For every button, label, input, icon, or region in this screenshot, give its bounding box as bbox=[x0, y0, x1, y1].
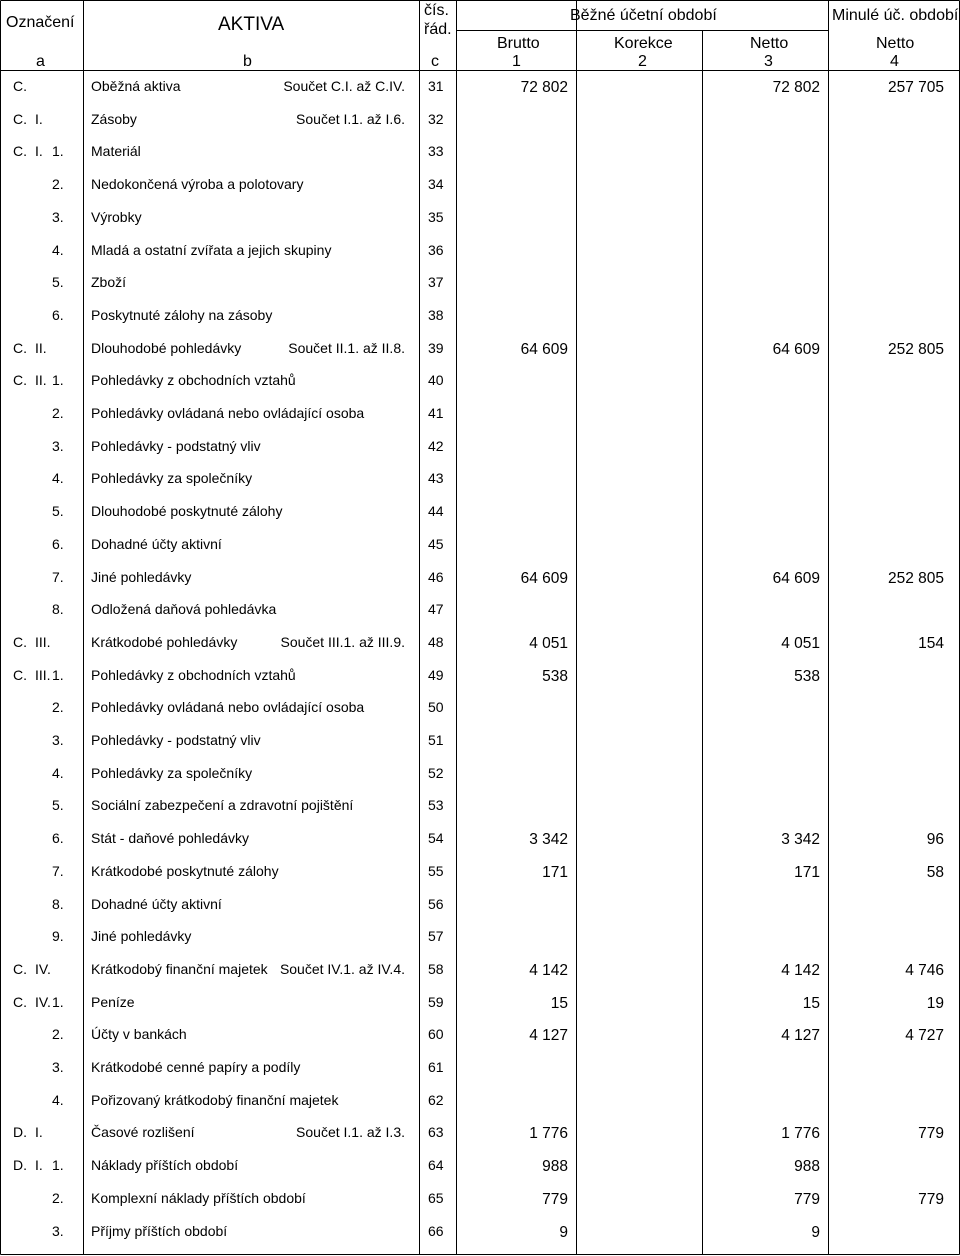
row-line-number: 56 bbox=[428, 896, 444, 912]
row-line-number: 51 bbox=[428, 732, 444, 748]
row-code-3: 8. bbox=[52, 601, 64, 617]
row-brutto: 4 127 bbox=[529, 1027, 568, 1044]
row-name: Pohledávky z obchodních vztahů bbox=[91, 667, 296, 683]
row-brutto: 3 342 bbox=[529, 831, 568, 848]
row-line-number: 57 bbox=[428, 928, 444, 944]
row-code-3: 6. bbox=[52, 307, 64, 323]
row-netto-prev: 4 746 bbox=[905, 962, 944, 979]
row-name: Stát - daňové pohledávky bbox=[91, 830, 249, 846]
row-line-number: 32 bbox=[428, 111, 444, 127]
row-name: Pohledávky za společníky bbox=[91, 765, 253, 781]
row-code-3: 1. bbox=[52, 1157, 64, 1173]
row-code-3: 3. bbox=[52, 1059, 64, 1075]
row-code-1: C. bbox=[13, 372, 27, 388]
header-sub-b: b bbox=[243, 53, 252, 70]
row-line-number: 53 bbox=[428, 797, 444, 813]
row-netto: 9 bbox=[811, 1224, 820, 1241]
row-code-2: II. bbox=[35, 372, 47, 388]
row-line-number: 58 bbox=[428, 961, 444, 977]
row-code-2: III. bbox=[35, 634, 51, 650]
row-code-3: 8. bbox=[52, 896, 64, 912]
row-line-number: 37 bbox=[428, 274, 444, 290]
row-netto-prev: 4 727 bbox=[905, 1027, 944, 1044]
row-code-1: C. bbox=[13, 143, 27, 159]
row-name: Nedokončená výroba a polotovary bbox=[91, 176, 304, 192]
row-name: Pořizovaný krátkodobý finanční majetek bbox=[91, 1092, 339, 1108]
row-name: Komplexní náklady příštích období bbox=[91, 1190, 306, 1206]
row-code-2: IV. bbox=[35, 961, 51, 977]
row-name: Krátkodobé pohledávky bbox=[91, 634, 238, 650]
row-code-2: I. bbox=[35, 143, 43, 159]
row-brutto: 9 bbox=[559, 1224, 568, 1241]
row-brutto: 779 bbox=[542, 1191, 568, 1208]
row-code-3: 3. bbox=[52, 732, 64, 748]
row-name: Poskytnuté zálohy na zásoby bbox=[91, 307, 273, 323]
row-netto: 64 609 bbox=[772, 341, 820, 358]
row-netto: 15 bbox=[802, 995, 820, 1012]
row-subtotal-label: Součet II.1. až II.8. bbox=[288, 340, 405, 356]
row-line-number: 39 bbox=[428, 340, 444, 356]
row-line-number: 43 bbox=[428, 470, 444, 486]
row-code-1: C. bbox=[13, 667, 27, 683]
row-name: Pohledávky - podstatný vliv bbox=[91, 732, 261, 748]
row-netto-prev: 252 805 bbox=[887, 570, 944, 587]
header-cis-line2: řád. bbox=[424, 21, 452, 38]
row-line-number: 45 bbox=[428, 536, 444, 552]
row-subtotal-label: Součet I.1. až I.6. bbox=[296, 111, 405, 127]
row-code-3: 5. bbox=[52, 274, 64, 290]
row-line-number: 62 bbox=[428, 1092, 444, 1108]
header-cis-line1: čís. bbox=[424, 2, 449, 19]
row-code-3: 9. bbox=[52, 928, 64, 944]
row-code-3: 4. bbox=[52, 1092, 64, 1108]
header-aktiva: AKTIVA bbox=[218, 14, 285, 35]
row-code-1: C. bbox=[13, 78, 27, 94]
row-code-3: 3. bbox=[52, 438, 64, 454]
row-netto-prev: 779 bbox=[918, 1125, 944, 1142]
row-netto: 171 bbox=[794, 864, 820, 881]
row-netto: 1 776 bbox=[781, 1125, 820, 1142]
row-line-number: 50 bbox=[428, 699, 444, 715]
row-line-number: 54 bbox=[428, 830, 444, 846]
row-line-number: 33 bbox=[428, 143, 444, 159]
row-name: Zboží bbox=[91, 274, 127, 290]
row-line-number: 34 bbox=[428, 176, 444, 192]
row-code-2: II. bbox=[35, 340, 47, 356]
row-code-3: 2. bbox=[52, 176, 64, 192]
header-korekce: Korekce bbox=[614, 35, 673, 52]
row-line-number: 47 bbox=[428, 601, 444, 617]
row-line-number: 31 bbox=[428, 78, 444, 94]
row-line-number: 55 bbox=[428, 863, 444, 879]
row-line-number: 61 bbox=[428, 1059, 444, 1075]
row-name: Krátkodobý finanční majetek bbox=[91, 961, 268, 977]
row-netto: 4 051 bbox=[781, 635, 820, 652]
row-code-3: 5. bbox=[52, 503, 64, 519]
row-name: Odložená daňová pohledávka bbox=[91, 601, 277, 617]
row-name: Jiné pohledávky bbox=[91, 569, 192, 585]
row-brutto: 1 776 bbox=[529, 1125, 568, 1142]
row-netto: 72 802 bbox=[772, 79, 820, 96]
row-netto-prev: 252 805 bbox=[887, 341, 944, 358]
row-name: Mladá a ostatní zvířata a jejich skupiny bbox=[91, 242, 332, 258]
row-code-3: 2. bbox=[52, 405, 64, 421]
row-brutto: 4 142 bbox=[529, 962, 568, 979]
row-netto-prev: 154 bbox=[918, 635, 944, 652]
row-name: Jiné pohledávky bbox=[91, 928, 192, 944]
row-netto: 538 bbox=[794, 668, 820, 685]
row-netto: 779 bbox=[794, 1191, 820, 1208]
row-brutto: 538 bbox=[542, 668, 568, 685]
row-code-1: D. bbox=[13, 1124, 27, 1140]
row-netto-prev: 96 bbox=[926, 831, 944, 848]
row-line-number: 64 bbox=[428, 1157, 444, 1173]
row-code-1: D. bbox=[13, 1157, 27, 1173]
row-line-number: 44 bbox=[428, 503, 444, 519]
row-code-1: C. bbox=[13, 111, 27, 127]
row-code-3: 2. bbox=[52, 1190, 64, 1206]
row-code-2: I. bbox=[35, 111, 43, 127]
row-name: Příjmy příštích období bbox=[91, 1223, 228, 1239]
row-line-number: 40 bbox=[428, 372, 444, 388]
row-code-2: I. bbox=[35, 1124, 43, 1140]
row-line-number: 59 bbox=[428, 994, 444, 1010]
row-brutto: 15 bbox=[550, 995, 568, 1012]
row-code-1: C. bbox=[13, 961, 27, 977]
row-code-3: 1. bbox=[52, 994, 64, 1010]
row-name: Dlouhodobé poskytnuté zálohy bbox=[91, 503, 283, 519]
row-subtotal-label: Součet III.1. až III.9. bbox=[280, 634, 405, 650]
row-netto-prev: 779 bbox=[918, 1191, 944, 1208]
row-line-number: 36 bbox=[428, 242, 444, 258]
row-name: Dohadné účty aktivní bbox=[91, 536, 222, 552]
header-sub-4: 4 bbox=[890, 53, 899, 70]
header-bezne-obdobi: Běžné účetní období bbox=[570, 7, 717, 24]
row-line-number: 48 bbox=[428, 634, 444, 650]
header-sub-3: 3 bbox=[764, 53, 773, 70]
row-brutto: 4 051 bbox=[529, 635, 568, 652]
row-line-number: 63 bbox=[428, 1124, 444, 1140]
row-code-3: 7. bbox=[52, 569, 64, 585]
row-code-1: C. bbox=[13, 634, 27, 650]
row-netto: 64 609 bbox=[772, 570, 820, 587]
row-name: Výrobky bbox=[91, 209, 142, 225]
row-line-number: 65 bbox=[428, 1190, 444, 1206]
header-brutto: Brutto bbox=[497, 35, 540, 52]
row-name: Pohledávky ovládaná nebo ovládající osoba bbox=[91, 405, 365, 421]
row-subtotal-label: Součet I.1. až I.3. bbox=[296, 1124, 405, 1140]
row-code-3: 5. bbox=[52, 797, 64, 813]
row-name: Dohadné účty aktivní bbox=[91, 896, 222, 912]
row-name: Dlouhodobé pohledávky bbox=[91, 340, 242, 356]
row-code-3: 2. bbox=[52, 699, 64, 715]
row-subtotal-label: Součet C.I. až C.IV. bbox=[283, 78, 405, 94]
row-name: Zásoby bbox=[91, 111, 137, 127]
row-name: Pohledávky z obchodních vztahů bbox=[91, 372, 296, 388]
row-line-number: 35 bbox=[428, 209, 444, 225]
row-netto-prev: 257 705 bbox=[887, 79, 944, 96]
row-line-number: 49 bbox=[428, 667, 444, 683]
row-line-number: 66 bbox=[428, 1223, 444, 1239]
row-code-3: 6. bbox=[52, 536, 64, 552]
row-code-2: I. bbox=[35, 1157, 43, 1173]
row-code-3: 2. bbox=[52, 1026, 64, 1042]
row-line-number: 41 bbox=[428, 405, 444, 421]
row-code-3: 3. bbox=[52, 1223, 64, 1239]
header-sub-1: 1 bbox=[512, 53, 521, 70]
header-oznaceni: Označení bbox=[6, 14, 75, 31]
row-name: Materiál bbox=[91, 143, 141, 159]
row-netto: 988 bbox=[794, 1158, 820, 1175]
row-brutto: 171 bbox=[542, 864, 568, 881]
row-code-3: 6. bbox=[52, 830, 64, 846]
row-code-3: 1. bbox=[52, 667, 64, 683]
row-code-3: 1. bbox=[52, 372, 64, 388]
row-brutto: 72 802 bbox=[520, 79, 568, 96]
row-name: Sociální zabezpečení a zdravotní pojištění bbox=[91, 797, 354, 813]
row-netto-prev: 58 bbox=[926, 864, 944, 881]
row-netto: 4 142 bbox=[781, 962, 820, 979]
row-brutto: 988 bbox=[542, 1158, 568, 1175]
row-name: Časové rozlišení bbox=[91, 1124, 195, 1140]
row-code-3: 4. bbox=[52, 470, 64, 486]
row-name: Pohledávky za společníky bbox=[91, 470, 253, 486]
row-name: Krátkodobé cenné papíry a podíly bbox=[91, 1059, 301, 1075]
row-line-number: 46 bbox=[428, 569, 444, 585]
header-sub-c: c bbox=[431, 53, 439, 70]
row-name: Účty v bankách bbox=[91, 1026, 187, 1042]
row-code-3: 1. bbox=[52, 143, 64, 159]
row-code-2: IV. bbox=[35, 994, 51, 1010]
row-line-number: 52 bbox=[428, 765, 444, 781]
row-code-3: 7. bbox=[52, 863, 64, 879]
header-sub-2: 2 bbox=[638, 53, 647, 70]
row-name: Pohledávky - podstatný vliv bbox=[91, 438, 261, 454]
row-name: Krátkodobé poskytnuté zálohy bbox=[91, 863, 279, 879]
row-line-number: 38 bbox=[428, 307, 444, 323]
row-code-2: III. bbox=[35, 667, 51, 683]
row-subtotal-label: Součet IV.1. až IV.4. bbox=[279, 961, 405, 977]
row-code-3: 4. bbox=[52, 765, 64, 781]
header-sub-a: a bbox=[36, 53, 45, 70]
row-line-number: 60 bbox=[428, 1026, 444, 1042]
row-name: Pohledávky ovládaná nebo ovládající osoba bbox=[91, 699, 365, 715]
row-brutto: 64 609 bbox=[520, 570, 568, 587]
row-code-1: C. bbox=[13, 994, 27, 1010]
row-code-3: 4. bbox=[52, 242, 64, 258]
row-name: Náklady příštích období bbox=[91, 1157, 239, 1173]
header-netto-prev: Netto bbox=[876, 35, 915, 52]
row-netto-prev: 19 bbox=[926, 995, 944, 1012]
row-name: Peníze bbox=[91, 994, 135, 1010]
row-name: Oběžná aktiva bbox=[91, 78, 181, 94]
header-minule-obdobi: Minulé úč. období bbox=[832, 7, 959, 24]
row-netto: 4 127 bbox=[781, 1027, 820, 1044]
row-netto: 3 342 bbox=[781, 831, 820, 848]
row-brutto: 64 609 bbox=[520, 341, 568, 358]
header-netto: Netto bbox=[750, 35, 789, 52]
row-code-3: 3. bbox=[52, 209, 64, 225]
row-code-1: C. bbox=[13, 340, 27, 356]
row-line-number: 42 bbox=[428, 438, 444, 454]
